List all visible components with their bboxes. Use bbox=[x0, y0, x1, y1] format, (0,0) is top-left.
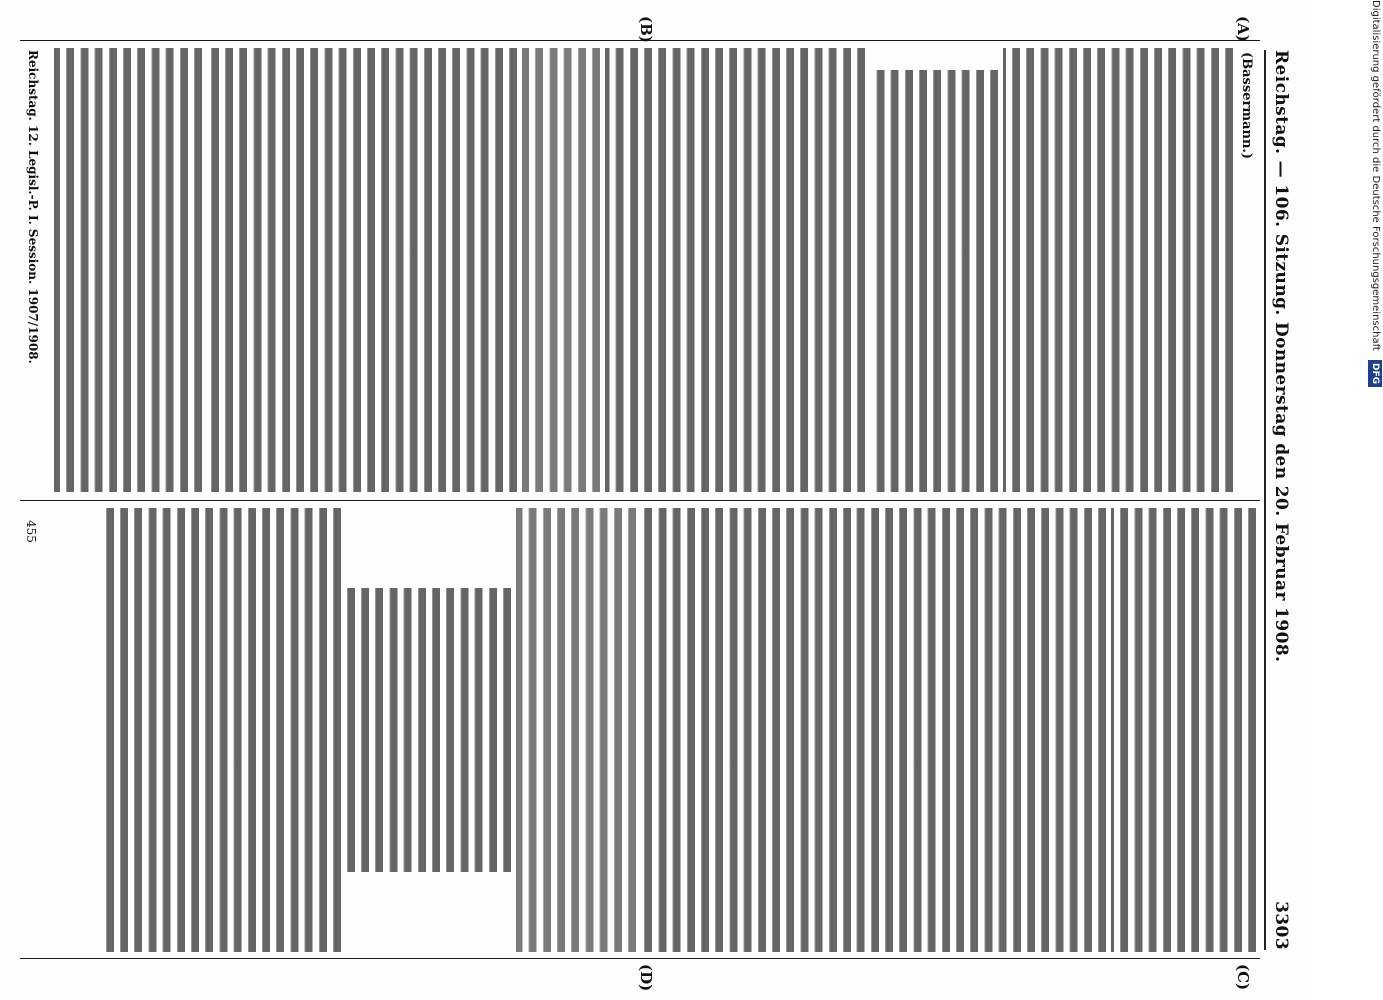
margin-marker-a: (A) bbox=[1234, 16, 1252, 42]
page-header bbox=[1264, 50, 1296, 950]
right-rule bbox=[20, 958, 1260, 959]
speaker-name: (Bassermann.) bbox=[1239, 52, 1254, 160]
margin-marker-c: (C) bbox=[1234, 964, 1252, 991]
text-block bbox=[870, 70, 998, 492]
text-block bbox=[522, 48, 600, 492]
text-block bbox=[856, 508, 1106, 952]
right-column bbox=[48, 508, 1256, 952]
dfg-logo: DFG bbox=[1368, 360, 1382, 387]
text-block bbox=[516, 508, 636, 952]
header-page-number: 3303 bbox=[1271, 901, 1291, 950]
left-column bbox=[48, 48, 1256, 492]
text-block bbox=[641, 508, 851, 952]
text-block bbox=[54, 48, 202, 492]
text-block bbox=[207, 48, 517, 492]
margin-marker-d: (D) bbox=[637, 964, 655, 992]
header-title: Reichstag. — 106. Sitzung. Donnerstag den 20. Februar 1908. bbox=[1271, 50, 1291, 663]
text-block bbox=[1003, 48, 1233, 492]
footer-page-number: 455 bbox=[24, 520, 38, 543]
text-block bbox=[101, 508, 341, 952]
text-block bbox=[605, 48, 865, 492]
text-block bbox=[346, 588, 511, 872]
digitization-credit bbox=[1368, 0, 1382, 1000]
column-divider bbox=[20, 500, 1260, 501]
credit-text: Digitalisierung gefördert durch die Deutsche Forschungsgemeinschaft bbox=[1370, 0, 1381, 351]
text-block bbox=[1111, 508, 1256, 952]
footer-legislation: Reichstag. 12. Legisl.-P. I. Session. 1907/1908. bbox=[26, 50, 40, 364]
margin-marker-b: (B) bbox=[637, 16, 655, 43]
